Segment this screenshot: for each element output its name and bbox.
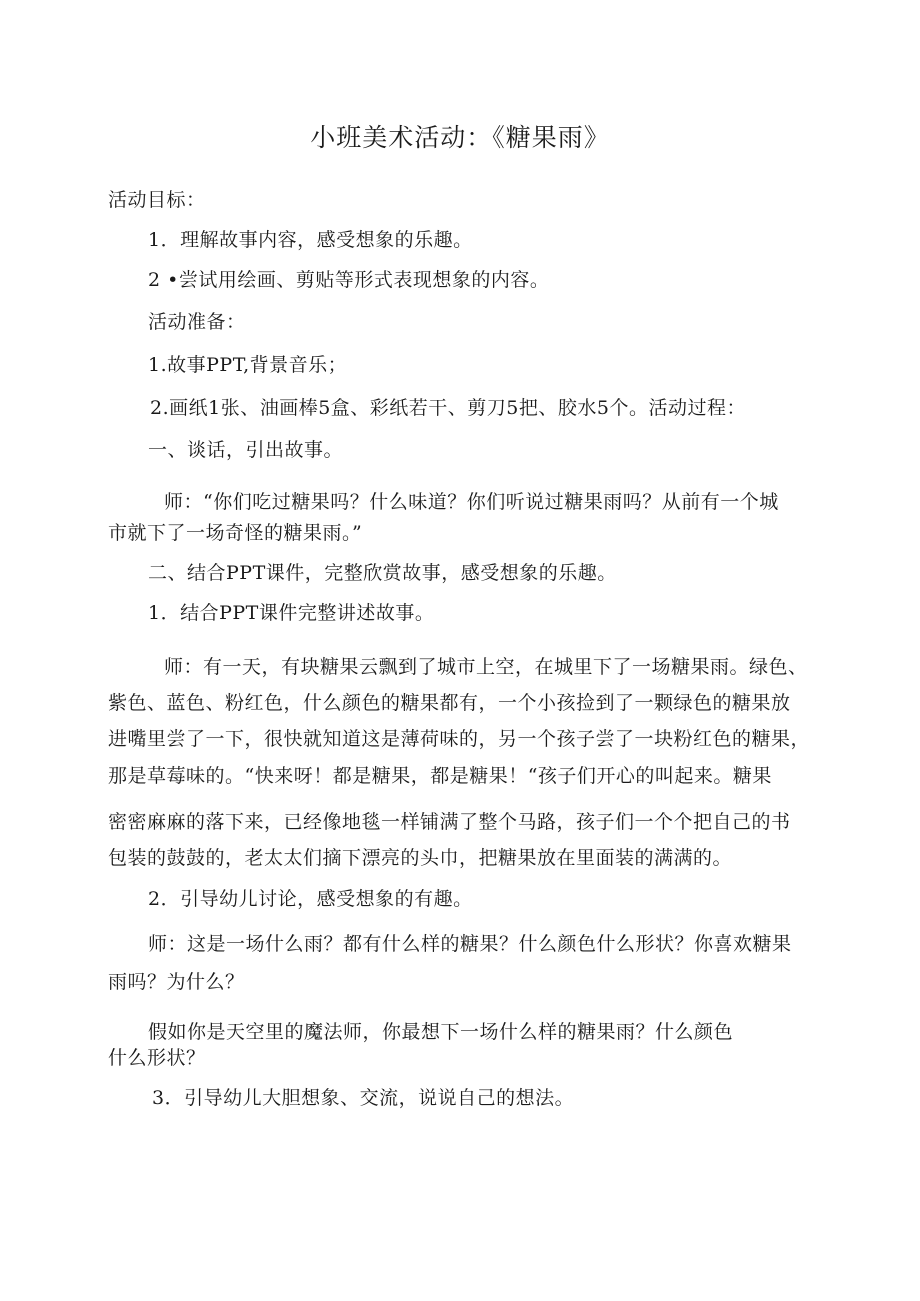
paragraph-line: 什么形状？	[108, 1047, 206, 1069]
process-step-1: 一、谈话，引出故事。	[148, 439, 344, 461]
substep-2: 2．引导幼儿讨论，感受想象的有趣。	[148, 888, 473, 910]
paragraph-line: 紫色、蓝色、粉红色，什么颜色的糖果都有，一个小孩捡到了一颗绿色的糖果放	[108, 692, 791, 714]
goal-item-2: 2 •尝试用绘画、剪贴等形式表现想象的内容。	[148, 269, 550, 291]
paragraph-line: 师：“你们吃过糖果吗？什么味道？你们听说过糖果雨吗？从前有一个城	[164, 491, 779, 513]
substep-1: 1．结合PPT课件完整讲述故事。	[148, 602, 435, 624]
paragraph-line: 雨吗？为什么？	[108, 971, 245, 993]
paragraph-line: 包装的鼓鼓的，老太太们摘下漂亮的头巾，把糖果放在里面装的满满的。	[108, 847, 733, 869]
paragraph-line: 师：这是一场什么雨？都有什么样的糖果？什么颜色什么形状？你喜欢糖果	[148, 933, 792, 955]
goal-item-1: 1．理解故事内容，感受想象的乐趣。	[148, 229, 473, 251]
document-title: 小班美术活动：《糖果雨》	[310, 123, 610, 152]
preparation-item-2: 2.画纸1张、油画棒5盒、彩纸若干、剪刀5把、胶水5个。活动过程：	[150, 397, 746, 419]
paragraph-line: 那是草莓味的。“快来呀！都是糖果，都是糖果！“孩子们开心的叫起来。糖果	[108, 765, 772, 787]
substep-3: 3．引导幼儿大胆想象、交流，说说自己的想法。	[152, 1087, 575, 1109]
paragraph-line: 进嘴里尝了一下，很快就知道这是薄荷味的，另一个孩子尝了一块粉红色的糖果，	[108, 728, 811, 750]
paragraph-line: 假如你是天空里的魔法师，你最想下一场什么样的糖果雨？什么颜色	[148, 1021, 734, 1043]
paragraph-line: 密密麻麻的落下来，已经像地毯一样铺满了整个马路，孩子们一个个把自己的书	[108, 811, 791, 833]
process-step-2: 二、结合PPT课件，完整欣赏故事，感受想象的乐趣。	[148, 562, 617, 584]
paragraph-line: 师：有一天，有块糖果云飘到了城市上空，在城里下了一场糖果雨。绿色、	[164, 656, 808, 678]
preparation-item-1: 1.故事PPT,背景音乐；	[148, 354, 348, 376]
paragraph-line: 市就下了一场奇怪的糖果雨。”	[108, 522, 363, 544]
section-heading-preparation: 活动准备：	[148, 311, 246, 333]
section-heading-goals: 活动目标：	[108, 189, 206, 211]
